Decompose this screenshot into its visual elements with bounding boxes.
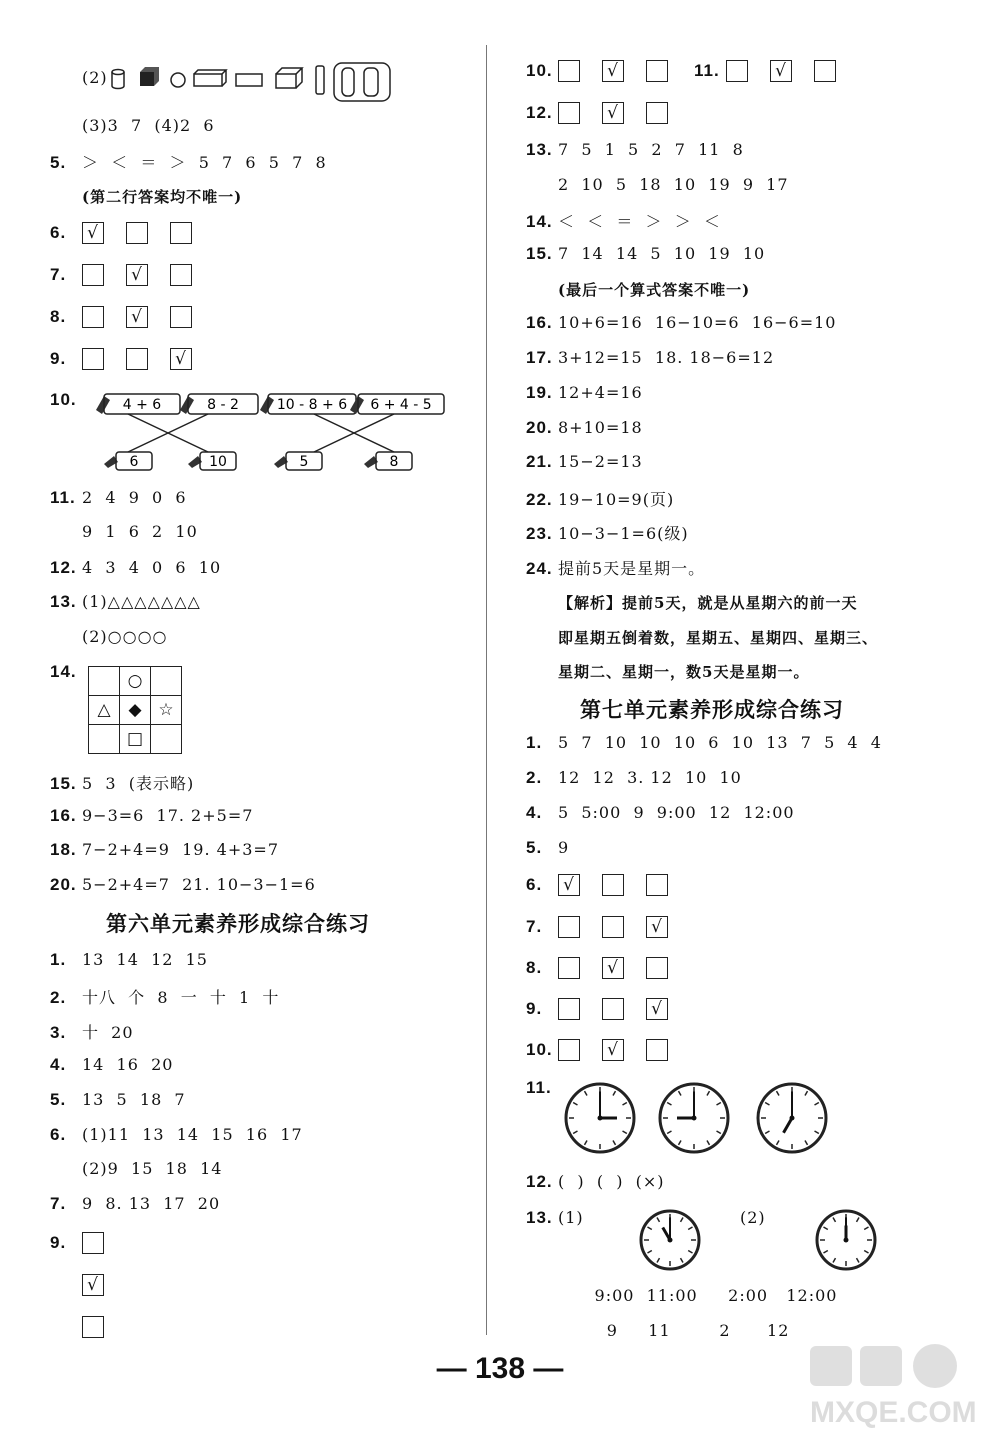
answer-line: [50, 1020, 134, 1043]
answer-box: [126, 222, 148, 244]
answer-line: [50, 150, 327, 173]
column-divider: [486, 45, 487, 1335]
answer-line: [526, 957, 690, 979]
answer-box: [558, 1039, 580, 1061]
answer-text: (3)3 7 (4)2 6: [82, 116, 215, 135]
answer-text: 10−3−1=6(级): [558, 524, 689, 543]
question-number: 17.: [526, 348, 553, 367]
answer-box: √: [770, 60, 792, 82]
answer-line: [526, 452, 643, 472]
answer-box: [170, 306, 192, 328]
question-number: 22.: [526, 490, 553, 509]
question-number: 10.: [526, 1039, 553, 1059]
answer-line: [526, 998, 690, 1020]
answer-text: (1)11 13 14 15 16 17: [82, 1125, 303, 1144]
answer-text: 12+4=16: [558, 383, 643, 402]
answer-text: 5 5:00 9 9:00 12 12:00: [558, 803, 795, 822]
answer-line: [526, 313, 836, 333]
cylinder-icon: [112, 70, 124, 89]
question-number: 12.: [526, 1172, 553, 1191]
question-number: 6.: [50, 222, 67, 242]
answer-box: √: [558, 874, 580, 896]
section-title-unit6: 第六单元素养形成综合练习: [106, 912, 370, 936]
answer-line: [50, 950, 208, 970]
answer-text: 10+6=16 16−10=6 16−6=10: [558, 313, 837, 332]
answer-box: √: [602, 957, 624, 979]
grid-cell: [89, 667, 120, 696]
result-card: [188, 452, 236, 470]
answer-line: [526, 874, 690, 896]
answer-line: [526, 60, 858, 82]
answer-text: 13 5 18 7: [82, 1090, 186, 1109]
answer-line: [50, 390, 82, 410]
answer-box: [82, 1232, 104, 1254]
result-card: [104, 452, 152, 470]
answer-line: [526, 102, 690, 124]
question-number: 8.: [50, 306, 67, 326]
answer-line: [50, 558, 221, 578]
answer-line: [50, 627, 168, 646]
clock-icon: [641, 1211, 699, 1269]
question-number: 16.: [526, 313, 553, 332]
question-number: 7.: [526, 916, 543, 936]
answer-line: [526, 1039, 690, 1061]
question-number: 21.: [526, 452, 553, 471]
answer-box: [558, 102, 580, 124]
grid-cell: □: [120, 725, 151, 754]
answer-line: [50, 875, 316, 895]
shape-grid: [88, 666, 182, 754]
answer-line: [526, 521, 689, 544]
answer-text: 8+10=18: [558, 418, 643, 437]
answer-line: [526, 661, 809, 682]
question-number: 1.: [50, 950, 67, 969]
pencil-card: [96, 394, 180, 414]
answer-text: ( ) ( ) (×): [558, 1172, 665, 1191]
answer-line: [526, 348, 774, 368]
answer-line: [50, 222, 214, 244]
answer-line: [50, 306, 214, 328]
result-value: 10: [209, 454, 227, 470]
answer-line: [50, 592, 201, 612]
answer-line: [526, 487, 674, 510]
result-value: 5: [299, 454, 309, 470]
question-number: 15.: [50, 774, 77, 793]
answer-line: [50, 1159, 222, 1178]
answer-line: [526, 1286, 837, 1305]
answer-box: [558, 60, 580, 82]
answer-text: 即星期五倒着数，星期五、星期四、星期三、: [558, 629, 879, 647]
matching-figure: [88, 388, 448, 476]
answer-text: 5 7 10 10 10 6 10 13 7 5 4 4: [558, 733, 882, 752]
grid-cell: △: [89, 696, 120, 725]
pencil-card: [350, 394, 444, 414]
question-number: 6.: [526, 874, 543, 894]
answer-line: [50, 840, 279, 860]
answer-text: 【解析】提前5天，就是从星期六的前一天: [558, 594, 858, 612]
answer-text: 5−2+4=7 21. 10−3−1=6: [82, 875, 316, 894]
cuboid-flat-icon: [236, 74, 262, 86]
question-number: 12.: [526, 102, 553, 122]
answer-box: √: [646, 998, 668, 1020]
result-card: [274, 452, 322, 470]
question-number: 7.: [50, 1194, 67, 1213]
question-number: 13.: [50, 592, 77, 611]
answer-box: [126, 348, 148, 370]
answer-box: [170, 264, 192, 286]
answer-text: 7 5 1 5 2 7 11 8: [558, 140, 744, 159]
question-number: 9.: [50, 1232, 67, 1252]
sphere-icon: [171, 73, 185, 87]
answer-text: 2 10 5 18 10 19 9 17: [558, 175, 789, 194]
answer-line: [526, 140, 744, 160]
answer-line: [50, 186, 242, 207]
answer-line: [526, 244, 765, 264]
watermark-text: MXQE.COM: [810, 1396, 977, 1429]
question-number: 5.: [50, 1090, 67, 1109]
question-number: 19.: [526, 383, 553, 402]
answer-box: [646, 60, 668, 82]
answer-line: [50, 771, 194, 794]
answer-text: 9−3=6 17. 2+5=7: [82, 806, 254, 825]
answer-box: [646, 874, 668, 896]
answer-line: [526, 838, 569, 858]
answer-box: [82, 348, 104, 370]
q13-part2-label: (2): [740, 1208, 766, 1227]
answer-text: ＞ ＜ ＝ ＞ 5 7 6 5 7 8: [82, 153, 327, 172]
question-number: 18.: [50, 840, 77, 859]
answer-box: [814, 60, 836, 82]
answer-box: [602, 874, 624, 896]
answer-box: √: [602, 60, 624, 82]
grid-cell: ☆: [151, 696, 182, 725]
clock-icon: [660, 1084, 728, 1152]
answer-line: [526, 279, 750, 300]
answer-line: [526, 592, 857, 613]
answer-text: (1)△△△△△△△: [82, 592, 201, 611]
answer-text: 3+12=15 18. 18−6=12: [558, 348, 775, 367]
answer-line: [526, 803, 795, 823]
answer-text: 13 14 12 15: [82, 950, 208, 969]
answer-line: [50, 1194, 220, 1214]
answer-box: [646, 1039, 668, 1061]
cylinder-pair-icon: [342, 68, 354, 96]
answer-line: [50, 522, 198, 541]
answer-line: [526, 1208, 584, 1228]
answer-box: √: [170, 348, 192, 370]
answer-text: (2): [82, 68, 108, 87]
answer-line: [50, 1316, 126, 1338]
clock-icon: [758, 1084, 826, 1152]
question-number: 9.: [526, 998, 543, 1018]
question-number: 7.: [50, 264, 67, 284]
answer-line: [526, 733, 882, 753]
question-number: 6.: [50, 1125, 67, 1144]
question-number: 11.: [50, 488, 76, 507]
question-number: 20.: [50, 875, 77, 894]
question-number: 4.: [50, 1055, 67, 1074]
answer-box: √: [646, 916, 668, 938]
answer-line: [526, 627, 878, 648]
result-card: [364, 452, 412, 470]
answer-text: 19−10=9(页): [558, 490, 675, 509]
cube-icon: [140, 67, 159, 86]
question-number: 9.: [50, 348, 67, 368]
answer-line: [50, 1125, 303, 1145]
question-number: 3.: [50, 1023, 67, 1042]
answer-text: 9 11 2 12: [558, 1321, 790, 1340]
answer-line: [50, 985, 279, 1008]
clock-icon: [817, 1211, 875, 1269]
answer-box: √: [126, 264, 148, 286]
answer-text: (第二行答案均不唯一): [82, 188, 243, 206]
answer-box: [646, 102, 668, 124]
answer-line: [526, 418, 643, 438]
answer-box: [82, 306, 104, 328]
pencil-expression: 6 + 4 - 5: [370, 397, 432, 413]
watermark: [790, 1340, 980, 1430]
answer-line: [526, 1321, 789, 1340]
question-number: 24.: [526, 559, 553, 578]
answer-box: [170, 222, 192, 244]
answer-box: √: [602, 1039, 624, 1061]
answer-text: 十 20: [82, 1023, 134, 1042]
answer-line: [526, 209, 721, 232]
answer-line: [50, 116, 215, 135]
question-number: 14.: [50, 662, 77, 681]
question-number: 10.: [50, 390, 77, 409]
result-value: 6: [129, 454, 139, 470]
answer-box: [82, 264, 104, 286]
page-number: — 138 —: [436, 1352, 564, 1385]
question-number: 5.: [526, 838, 543, 857]
answer-line: [50, 68, 108, 87]
section-title-unit7: 第七单元素养形成综合练习: [580, 698, 844, 722]
answer-text: 十八 个 8 一 十 1 十: [82, 988, 280, 1007]
question-number: 8.: [526, 957, 543, 977]
grid-cell: ◆: [120, 696, 151, 725]
answer-line: [50, 1090, 186, 1110]
question-number: 15.: [526, 244, 553, 263]
answer-box: √: [126, 306, 148, 328]
pencil-expression: 10 - 8 + 6: [276, 397, 348, 413]
answer-line: [526, 768, 742, 788]
grid-cell: [89, 725, 120, 754]
solid-shapes-figure: [108, 62, 393, 104]
clocks-q11: [562, 1080, 842, 1160]
pencil-card: [260, 394, 356, 414]
answer-text: 9:00 11:00 2:00 12:00: [558, 1286, 838, 1305]
answer-text: (最后一个算式答案不唯一): [558, 281, 751, 299]
answer-text: (2)○○○○: [82, 627, 168, 646]
question-number: 5.: [50, 153, 67, 172]
box-icon: [276, 68, 302, 88]
answer-text: 12 12 3. 12 10 10: [558, 768, 742, 787]
answer-line: [50, 488, 187, 508]
answer-box: [558, 998, 580, 1020]
answer-line: [50, 1055, 173, 1075]
clock-icon: [566, 1084, 634, 1152]
answer-box: [602, 916, 624, 938]
answer-box: [558, 916, 580, 938]
answer-line: [526, 383, 643, 403]
answer-text: (1): [558, 1208, 584, 1227]
question-number: 11.: [694, 60, 720, 80]
answer-box: √: [602, 102, 624, 124]
answer-line: [526, 916, 690, 938]
answer-text: 9: [558, 838, 570, 857]
question-number: 2.: [526, 768, 543, 787]
answer-text: 14 16 20: [82, 1055, 174, 1074]
answer-text: (2)9 15 18 14: [82, 1159, 223, 1178]
answer-text: 9 8. 13 17 20: [82, 1194, 221, 1213]
answer-box: √: [82, 222, 104, 244]
answer-box: [726, 60, 748, 82]
answer-text: 15−2=13: [558, 452, 643, 471]
answer-line: [50, 348, 214, 370]
question-number: 2.: [50, 988, 67, 1007]
question-number: 20.: [526, 418, 553, 437]
answer-line: [526, 1078, 558, 1098]
answer-text: 提前5天是星期一。: [558, 559, 706, 578]
answer-box: [646, 957, 668, 979]
answer-text: 7 14 14 5 10 19 10: [558, 244, 766, 263]
cuboid-icon: [194, 70, 226, 86]
answer-line: [50, 264, 214, 286]
result-value: 8: [389, 454, 399, 470]
answer-text: 4 3 4 0 6 10: [82, 558, 222, 577]
answer-text: 7−2+4=9 19. 4+3=7: [82, 840, 279, 859]
question-number: 11.: [526, 1078, 552, 1097]
grid-cell: ○: [120, 667, 151, 696]
answer-box: [602, 998, 624, 1020]
answer-line: [50, 662, 82, 682]
answer-box: [82, 1316, 104, 1338]
answer-line: [526, 1172, 665, 1192]
answer-line: [50, 1232, 126, 1254]
question-number: 14.: [526, 212, 553, 231]
answer-box: √: [82, 1274, 104, 1296]
answer-line: [526, 175, 789, 194]
question-number: 10.: [526, 60, 553, 80]
grid-cell: [151, 667, 182, 696]
answer-text: 2 4 9 0 6: [82, 488, 187, 507]
answer-text: 5 3 (表示略): [82, 774, 195, 793]
tall-cylinder-icon: [316, 66, 324, 94]
question-number: 4.: [526, 803, 543, 822]
question-number: 1.: [526, 733, 543, 752]
answer-line: [50, 1274, 126, 1296]
pencil-card: [180, 394, 258, 414]
answer-line: [50, 806, 253, 826]
pencil-expression: 4 + 6: [122, 397, 162, 413]
question-number: 13.: [526, 1208, 553, 1227]
pencil-expression: 8 - 2: [207, 397, 239, 413]
cylinder-pair-icon: [364, 68, 378, 96]
question-number: 23.: [526, 524, 553, 543]
question-number: 16.: [50, 806, 77, 825]
grid-cell: [151, 725, 182, 754]
answer-text: 星期二、星期一，数5天是星期一。: [558, 663, 810, 681]
question-number: 13.: [526, 140, 553, 159]
answer-text: ＜ ＜ ＝ ＞ ＞ ＜: [558, 212, 721, 231]
answer-text: 9 1 6 2 10: [82, 522, 198, 541]
question-number: 12.: [50, 558, 77, 577]
answer-box: [558, 957, 580, 979]
answer-line: [526, 556, 705, 579]
